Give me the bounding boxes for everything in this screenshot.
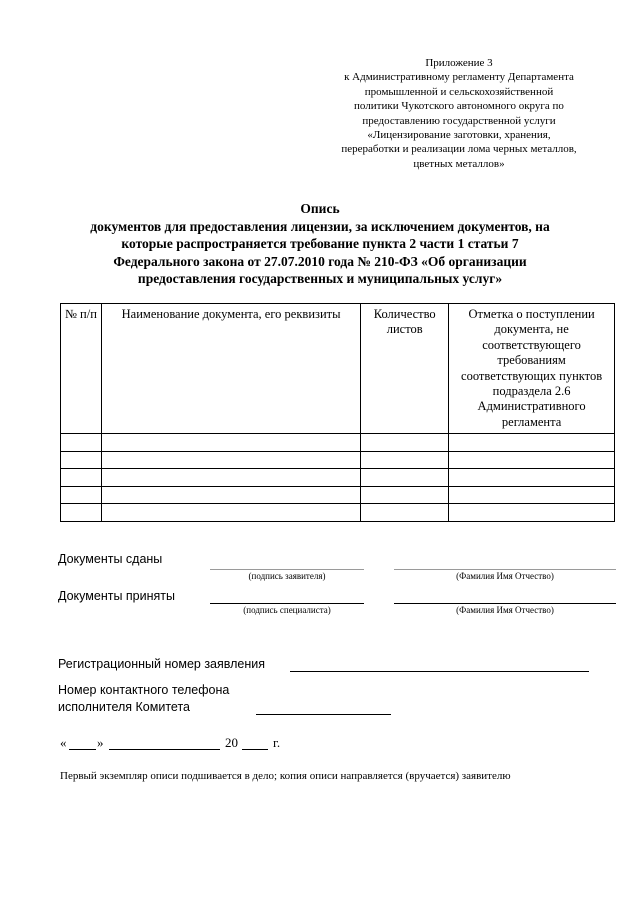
appendix-line: политики Чукотского автономного округа по <box>354 100 564 113</box>
header-sheet-count: Количество листов <box>361 304 449 434</box>
table-cell[interactable] <box>361 469 449 487</box>
table-row <box>61 451 615 469</box>
appendix-line: переработки и реализации лома черных металлов, <box>341 143 577 156</box>
table-cell[interactable] <box>449 504 615 522</box>
header-receipt-mark: Отметка о поступлении документа, не соответствующего требованиям соответствующих пунктов подраздела 2.6 Административного регламента <box>449 304 615 434</box>
registration-number-label: Регистрационный номер заявления <box>58 657 266 671</box>
title-line: Опись <box>300 201 340 216</box>
appendix-line: промышленной и сельскохозяйственной <box>364 85 554 98</box>
table-cell[interactable] <box>101 469 360 487</box>
phone-number-line[interactable] <box>256 714 391 715</box>
table-cell[interactable] <box>101 486 360 504</box>
accepted-signature-line[interactable] <box>210 603 364 604</box>
table-cell[interactable] <box>361 451 449 469</box>
submitted-name-line[interactable] <box>394 569 616 570</box>
table-cell[interactable] <box>361 486 449 504</box>
table-cell[interactable] <box>61 486 102 504</box>
registration-number-line[interactable] <box>290 671 589 672</box>
table-cell[interactable] <box>449 469 615 487</box>
submitted-name-caption: (Фамилия Имя Отчество) <box>456 571 554 581</box>
submitted-label: Документы сданы <box>58 552 163 566</box>
table-cell[interactable] <box>101 451 360 469</box>
accepted-signature-caption: (подпись специалиста) <box>243 605 331 615</box>
table-cell[interactable] <box>61 451 102 469</box>
submitted-signature-caption: (подпись заявителя) <box>248 571 326 581</box>
appendix-line: «Лицензирование заготовки, хранения, <box>367 129 551 142</box>
documents-table <box>60 303 615 522</box>
header-number: № п/п <box>61 304 102 434</box>
title-line: предоставления государственных и муниципальных услуг» <box>137 271 503 286</box>
submitted-signature-line[interactable] <box>210 569 364 570</box>
title-line: которые распространяется требование пункта 2 части 1 статьи 7 <box>121 236 519 251</box>
date-month-line[interactable] <box>109 749 220 750</box>
title-line: документов для предоставления лицензии, за исключением документов, на <box>90 218 550 234</box>
table-cell[interactable] <box>61 434 102 452</box>
phone-label-line1: Номер контактного телефона <box>58 683 230 697</box>
appendix-line: Приложение 3 <box>425 57 493 69</box>
title-line: Федерального закона от 27.07.2010 года № 210-ФЗ «Об организации <box>113 253 527 269</box>
table-cell[interactable] <box>101 434 360 452</box>
table-cell[interactable] <box>361 504 449 522</box>
table-header-row <box>61 304 615 434</box>
table-cell[interactable] <box>61 469 102 487</box>
date-close-quote: » <box>97 735 104 750</box>
date-open-quote: « <box>60 735 67 750</box>
table-row <box>61 504 615 522</box>
date-day-line[interactable] <box>69 749 96 750</box>
accepted-name-caption: (Фамилия Имя Отчество) <box>456 605 554 615</box>
table-cell[interactable] <box>449 451 615 469</box>
accepted-name-line[interactable] <box>394 603 616 604</box>
date-year-suffix: г. <box>273 735 281 750</box>
date-year-line[interactable] <box>242 749 268 750</box>
table-cell[interactable] <box>361 434 449 452</box>
table-cell[interactable] <box>449 434 615 452</box>
appendix-line: предоставлению государственной услуги <box>362 114 556 127</box>
accepted-label: Документы приняты <box>58 589 175 603</box>
phone-label-line2: исполнителя Комитета <box>58 700 190 714</box>
table-cell[interactable] <box>101 504 360 522</box>
table-row <box>61 469 615 487</box>
footer-note: Первый экземпляр описи подшивается в дело; копия описи направляется (вручается) заявителю <box>60 770 511 782</box>
appendix-line: цветных металлов» <box>413 157 505 170</box>
appendix-line: к Административному регламенту Департамента <box>344 71 574 84</box>
document-title <box>40 200 600 288</box>
date-century: 20 <box>225 735 238 750</box>
table-row <box>61 486 615 504</box>
table-cell[interactable] <box>61 504 102 522</box>
table-cell[interactable] <box>449 486 615 504</box>
appendix-block <box>318 56 600 171</box>
header-document-name: Наименование документа, его реквизиты <box>101 304 360 434</box>
table-row <box>61 434 615 452</box>
